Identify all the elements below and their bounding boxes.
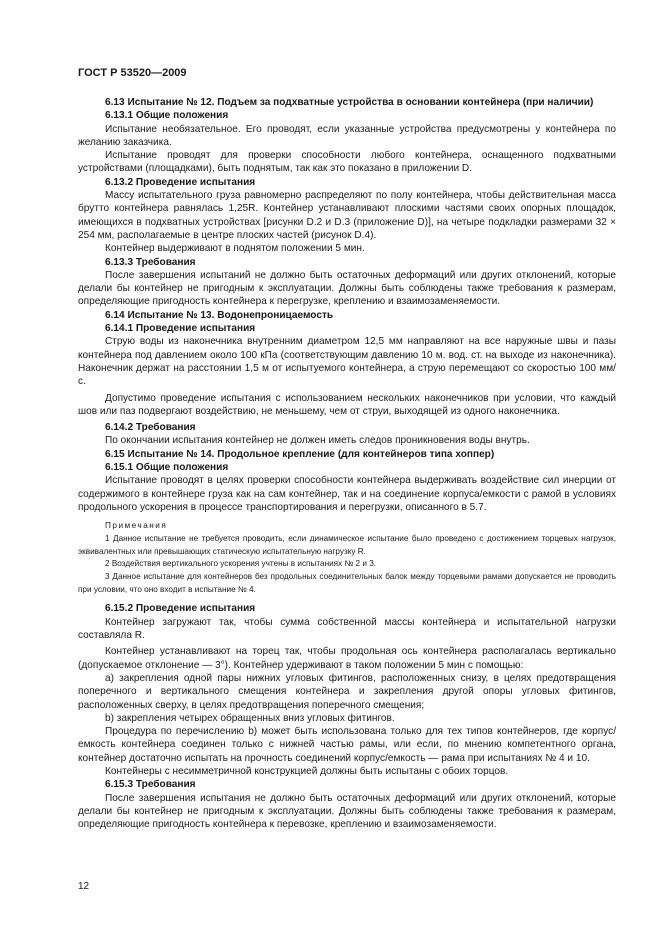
- paragraph: После завершения испытаний не должно быть остаточных деформаций или других отклонений, которые делали бы контейнер не пригодным к эксплуатации. Должны быть соблюдены также требования к размерам, определяющие пригодность контейнера к перегрузке, креплению и взаимозаменяемости.: [78, 269, 616, 308]
- section-6-15-2-heading: 6.15.2 Проведение испытания: [105, 603, 256, 615]
- paragraph: Контейнер загружают так, чтобы сумма собственной массы контейнера и испытательной нагрузки составляла R.: [78, 616, 616, 642]
- paragraph: Допустимо проведение испытания с использованием нескольких наконечников при условии, что каждый шов или паз подвергают воздействию, не меньшему, чем от струи, выходящей из одного наконечника.: [78, 392, 616, 417]
- list-item-b: b) закрепления четырех обращенных вниз угловых фитингов.: [105, 712, 395, 724]
- paragraph: Массу испытательного груза равномерно распределяют по полу контейнера, чтобы действительная масса брутто контейнера равнялась 1,25R. Контейнер устанавливают плоскими частями своих опорных площадок, имеющихся в подхватных устройствах [рисунки D.2 и D.3 (приложение D)], на четыре подкладки размерами 32 × 254 мм, располагаемые в центре плоских частей (рисунок D.4).: [78, 190, 616, 241]
- notes-block: [78, 520, 616, 596]
- section-6-13-3-heading: 6.13.3 Требования: [105, 256, 196, 268]
- section-6-15-1-heading: 6.15.1 Общие положения: [105, 462, 229, 474]
- paragraph: Струю воды из наконечника внутренним диаметром 12,5 мм направляют на все наружные швы и пазы контейнера под давлением около 100 кПа (соответствующим давлению 10 м. вод. ст. на выходе из наконечника). Наконечник держат на расстоянии 1,5 м от испытуемого контейнера, а струю перемещают со скоростью 100 мм/с.: [78, 336, 616, 388]
- paragraph: Контейнер выдерживают в поднятом положении 5 мин.: [105, 243, 365, 255]
- paragraph: Испытание проводят для проверки способности любого контейнера, оснащенного подхватными устройствами (площадками), быть поднятым, так как это показано в приложении D.: [78, 150, 616, 175]
- section-6-13-heading: 6.13 Испытание № 12. Подъем за подхватные устройства в основании контейнера (при наличии): [105, 97, 594, 108]
- section-6-14-heading: 6.14 Испытание № 13. Водонепроницаемость: [105, 309, 334, 321]
- paragraph: Контейнеры с несимметричной конструкцией должны быть испытаны с обоих торцов.: [105, 765, 509, 777]
- paragraph: Испытание проводят в целях проверки способности контейнера выдерживать воздействие сил инерции от содержимого в контейнере груза как на сам контейнер, так и на соединение корпуса/емкости с рамой в условиях продольного ускорения в процессе транспортирования и перегрузки, описанного в 5.7.: [78, 475, 616, 513]
- standard-header: ГОСТ Р 53520—2009: [78, 67, 187, 79]
- section-6-15-3-heading: 6.15.3 Требования: [105, 779, 196, 791]
- list-item-a: a) закрепления одной пары нижних угловых фитингов, расположенных снизу, в целях предотвращения поперечного и вертикального смещения контейнера и закрепления другой опоры угловых фитингов, расположенных сверху, в целях предотвращения поперечного смещения;: [78, 672, 616, 711]
- paragraph: По окончании испытания контейнер не должен иметь следов проникновения воды внутрь.: [105, 435, 530, 447]
- page-number: 12: [78, 881, 90, 892]
- note-3: 3 Данное испытание для контейнеров без продольных соединительных балок между торцевыми рамами допускается не проводить при условии, что оно входит в испытание № 4.: [78, 572, 616, 594]
- paragraph: Контейнер устанавливают на торец так, чтобы продольная ось контейнера располагалась вертикально (допускаемое отклонение — 3°). Контейнер удерживают в таком положении 5 мин с помощью:: [78, 646, 616, 671]
- notes-title: Примечания: [105, 521, 168, 531]
- section-6-14-2-heading: 6.14.2 Требования: [105, 422, 196, 434]
- note-1: 1 Данное испытание не требуется проводить, если динамическое испытание было проведено с достижением торцевых нагрузок, эквивалентных или превышающих статическую испытательную нагрузку R.: [78, 533, 616, 556]
- paragraph: Испытание необязательное. Его проводят, если указанные устройства предусмотрены у контейнера по желанию заказчика.: [78, 123, 616, 148]
- section-6-13-1-heading: 6.13.1 Общие положения: [105, 110, 229, 122]
- paragraph: Процедура по перечислению b) может быть использована только для тех типов контейнеров, где корпус/емкость контейнера соединен только с нижней частью рамы, или если, по мнению компетентного органа, контейнер достаточно испытать на прочность соединений корпус/емкость — рама при испытаниях № 4 и 10.: [78, 726, 616, 764]
- note-2: 2 Воздействия вертикального ускорения учтены в испытаниях № 2 и 3.: [105, 559, 377, 569]
- paragraph: После завершения испытания не должно быть остаточных деформаций или других отклонений, которые делали бы контейнер не пригодным к эксплуатации. Должны быть соблюдены также требования к размерам, определяющие пригодность контейнера к перевозке, креплению и взаимозаменяемости.: [78, 792, 616, 831]
- section-6-13-2-heading: 6.13.2 Проведение испытания: [105, 176, 256, 188]
- document-body: [78, 96, 616, 831]
- section-6-15-heading: 6.15 Испытание № 14. Продольное крепление (для контейнеров типа хоппер): [105, 448, 495, 460]
- section-6-14-1-heading: 6.14.1 Проведение испытания: [105, 323, 256, 335]
